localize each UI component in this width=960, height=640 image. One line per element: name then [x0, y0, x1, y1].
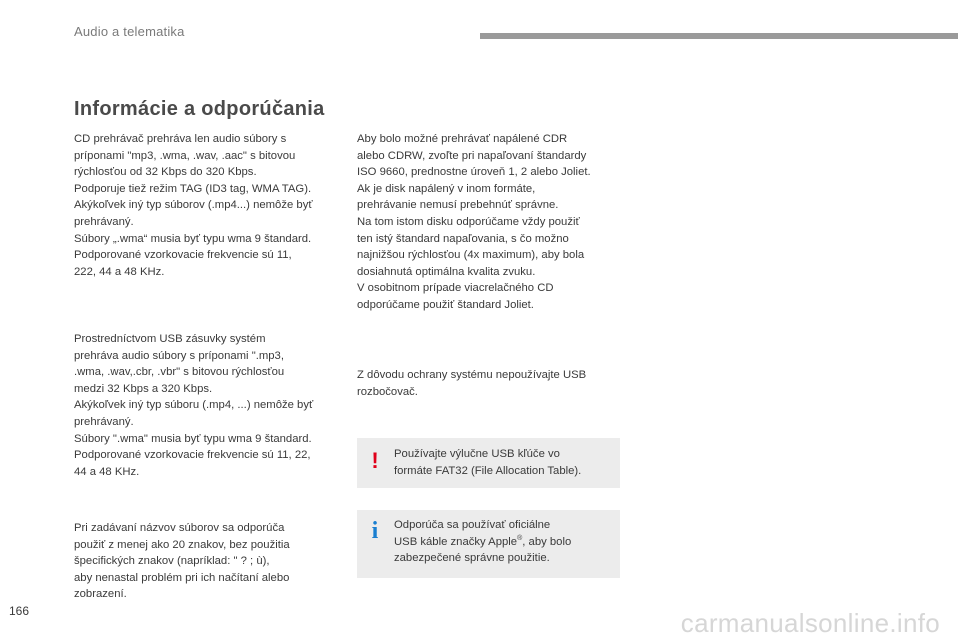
warning-note: [357, 438, 620, 488]
section-title: Audio a telematika: [74, 24, 185, 39]
info-note-line1: Odporúča sa používať oficiálne: [394, 519, 551, 531]
filename-advice-paragraph: Pri zadávaní názvov súborov sa odporúča použiť z menej ako 20 znakov, bez použitia špecifických znakov (napríklad: " ? ; ù), aby nenastal problém pri ich načítaní alebo zobrazení.: [74, 522, 290, 601]
usb-hub-paragraph: Z dôvodu ochrany systému nepoužívajte USB rozbočovač.: [357, 369, 587, 398]
info-note-text: [394, 517, 614, 567]
warning-exclamation-icon: !: [371, 448, 379, 473]
info-icon: i: [371, 518, 379, 544]
watermark-text: carmanualsonline.info: [680, 608, 940, 638]
info-note-line2a: USB káble značky Apple: [394, 535, 518, 548]
page-number: 166: [9, 604, 30, 618]
info-note-line3: zabezpečené správne použitie.: [394, 552, 550, 565]
registered-mark: ®: [517, 534, 523, 542]
page-heading: Informácie a odporúčania: [74, 98, 325, 120]
cd-formats-paragraph: CD prehrávač prehráva len audio súbory s príponami "mp3, .wma, .wav, .aac" s bitovou rýchlosťou od 32 Kbps do 320 Kbps. Podporuje tiež režim TAG (ID3 tag, WMA TAG). Akýkoľvek iný typ súborov (.mp4...) nemôže byť prehrávaný. Súbory „.wma“ musia byť typu wma 9 štandard. Podporované vzorkovacie frekvencie sú 11, 222, 44 a 48 KHz.: [74, 133, 313, 278]
usb-formats-paragraph: Prostredníctvom USB zásuvky systém prehráva audio súbory s príponami ".mp3, .wma, .wav,.cbr, .vbr" s bitovou rýchlosťou medzi 32 Kbps a 320 Kbps. Akýkoľvek iný typ súboru (.mp4, ...) nemôže byť prehrávaný. Súbory ".wma" musia byť typu wma 9 štandard. Podporované vzorkovacie frekvencie sú 11, 22, 44 a 48 KHz.: [74, 333, 314, 478]
info-note-line2b: , aby bolo: [522, 535, 572, 548]
info-note: [357, 510, 620, 578]
burning-standards-paragraph: Aby bolo možné prehrávať napálené CDR alebo CDRW, zvoľte pri napaľovaní štandardy ISO 9660, prednostne úroveň 1, 2 alebo Joliet. Ak je disk napálený v inom formáte, prehrávanie nemusí prebehnúť správne. Na tom istom disku odporúčame vždy použiť ten istý štandard napaľovania, s čo možno najnižšou rýchlosťou (4x maximum), aby bola dosiahnutá optimálna kvalita zvuku. V osobitnom prípade viacrelačného CD odporúčame použiť štandard Joliet.: [357, 133, 591, 311]
header-bar: [480, 33, 958, 39]
warning-note-text: Používajte výlučne USB kľúče vo formáte FAT32 (File Allocation Table).: [394, 448, 582, 477]
